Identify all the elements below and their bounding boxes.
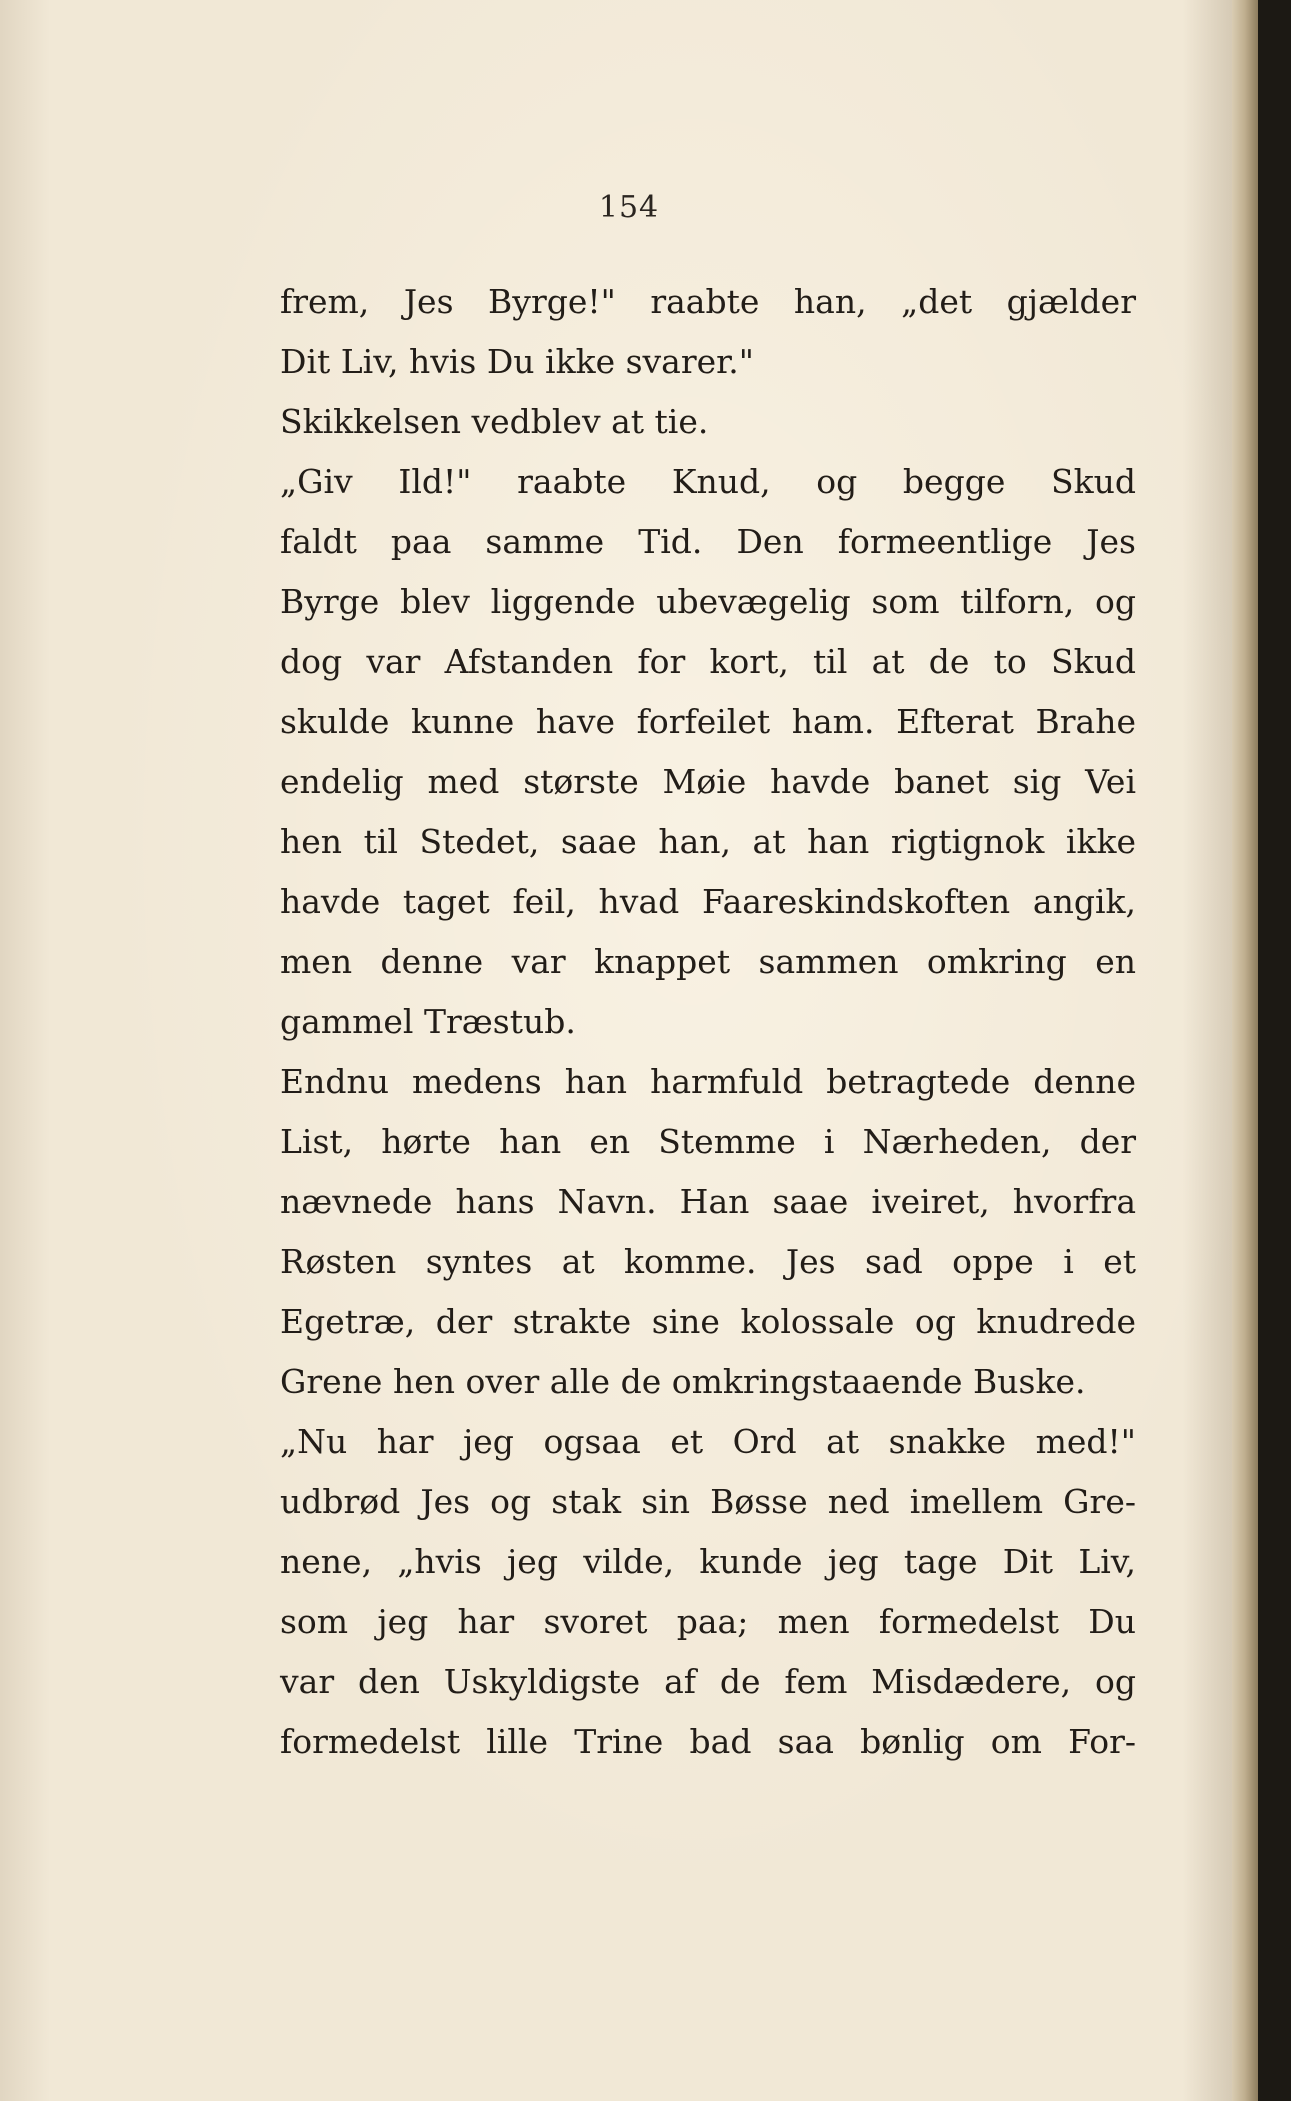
text-line: Grene hen over alle de omkringstaaende Buske.	[280, 1362, 1086, 1401]
text-line: „Nu har jeg ogsaa et Ord at snakke med!"	[280, 1422, 1136, 1461]
text-line: Endnu medens han harmfuld betragtede denne	[280, 1062, 1136, 1101]
text-line: nævnede hans Navn. Han saae iveiret, hvorfra	[280, 1182, 1136, 1221]
text-line: udbrød Jes og stak sin Bøsse ned imellem Gre-	[280, 1482, 1136, 1521]
text-line: var den Uskyldigste af de fem Misdædere, og	[280, 1662, 1136, 1701]
text-line: nene, „hvis jeg vilde, kunde jeg tage Dit Liv,	[280, 1542, 1136, 1581]
text-line: dog var Afstanden for kort, til at de to Skud	[280, 642, 1136, 681]
text-line: Røsten syntes at komme. Jes sad oppe i et	[280, 1242, 1136, 1281]
body-text	[280, 272, 1136, 1772]
text-line: men denne var knappet sammen omkring en	[280, 942, 1136, 981]
page-edge	[1232, 0, 1258, 2101]
text-line: havde taget feil, hvad Faareskindskoften angik,	[280, 882, 1136, 921]
text-line: formedelst lille Trine bad saa bønlig om For-	[280, 1722, 1136, 1761]
text-line: „Giv Ild!" raabte Knud, og begge Skud	[280, 462, 1136, 501]
text-line: faldt paa samme Tid. Den formeentlige Jes	[280, 522, 1136, 561]
text-line: gammel Træstub.	[280, 1002, 576, 1041]
text-line: frem, Jes Byrge!" raabte han, „det gjælder	[280, 282, 1136, 321]
page-number: 154	[598, 190, 660, 225]
text-line: Egetræ, der strakte sine kolossale og knudrede	[280, 1302, 1136, 1341]
text-line: som jeg har svoret paa; men formedelst Du	[280, 1602, 1136, 1641]
text-line: skulde kunne have forfeilet ham. Efterat Brahe	[280, 702, 1136, 741]
text-line: hen til Stedet, saae han, at han rigtignok ikke	[280, 822, 1136, 861]
text-line: Dit Liv, hvis Du ikke svarer."	[280, 342, 754, 381]
text-line: List, hørte han en Stemme i Nærheden, der	[280, 1122, 1136, 1161]
text-line: Skikkelsen vedblev at tie.	[280, 402, 709, 441]
text-line: Byrge blev liggende ubevægelig som tilforn, og	[280, 582, 1136, 621]
text-line: endelig med største Møie havde banet sig Vei	[280, 762, 1136, 801]
